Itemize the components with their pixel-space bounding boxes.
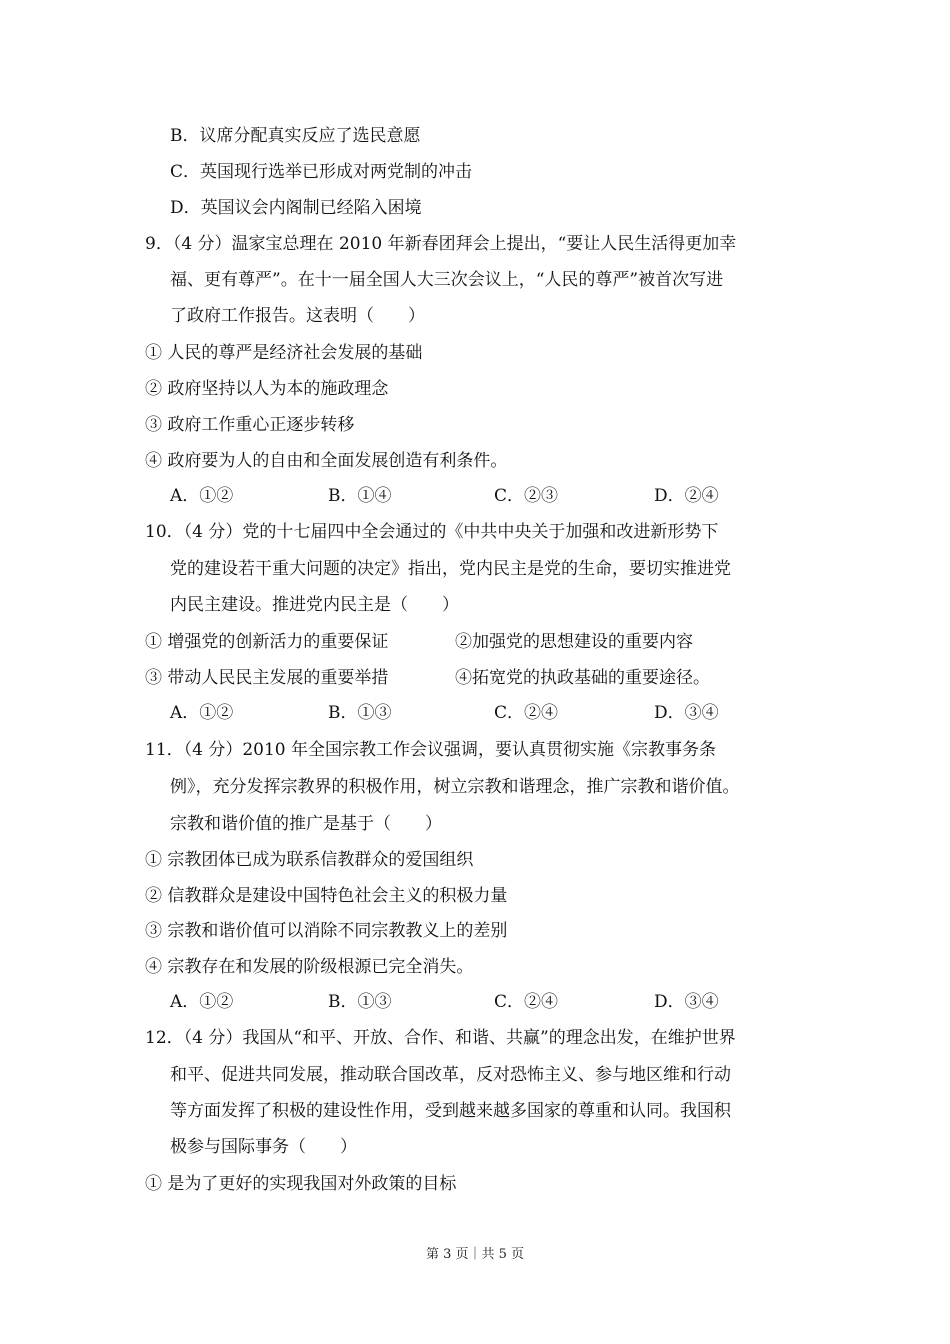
q8-option-c: C．英国现行选举已形成对两党制的冲击 [170,162,473,182]
q11-choice-c: C．②④ [494,992,559,1012]
q12-stem-line1: 12．（4 分）我国从“和平、开放、合作、和谐、共赢”的理念出发，在维护世界 [145,1028,736,1048]
page-footer: 第 3 页｜共 5 页 [425,1247,525,1262]
q8-option-d: D．英国议会内阁制已经陷入困境 [170,198,422,218]
q10-choice-c: C．②④ [494,703,559,723]
q11-item-4: ④ 宗教存在和发展的阶级根源已完全消失。 [145,957,474,977]
q10-item-2: ②加强党的思想建设的重要内容 [455,632,693,652]
q9-item-3: ③ 政府工作重心正逐步转移 [145,415,355,435]
q9-stem-line3: 了政府工作报告。这表明（ ） [170,306,425,326]
q11-choice-a: A．①② [170,992,234,1012]
q9-item-4: ④ 政府要为人的自由和全面发展创造有利条件。 [145,451,508,471]
q9-choice-c: C．②③ [494,486,559,506]
q8-option-b: B．议席分配真实反应了选民意愿 [170,126,421,146]
q9-choice-d: D．②④ [654,486,719,506]
q10-choice-d: D．③④ [654,703,719,723]
q12-item-1: ① 是为了更好的实现我国对外政策的目标 [145,1174,457,1194]
q11-item-2: ② 信教群众是建设中国特色社会主义的积极力量 [145,886,508,906]
q11-choice-d: D．③④ [654,992,719,1012]
q10-stem-line1: 10．（4 分）党的十七届四中全会通过的《中共中央关于加强和改进新形势下 [145,522,719,542]
q9-item-1: ① 人民的尊严是经济社会发展的基础 [145,343,423,363]
q12-stem-line2: 和平、促进共同发展，推动联合国改革，反对恐怖主义、参与地区维和行动 [170,1065,731,1085]
q10-item-1: ① 增强党的创新活力的重要保证 [145,632,389,652]
q9-choice-a: A．①② [170,486,234,506]
q11-stem-line2: 例》，充分发挥宗教界的积极作用，树立宗教和谐理念，推广宗教和谐价值。 [170,777,740,797]
q9-stem-line1: 9．（4 分）温家宝总理在 2010 年新春团拜会上提出，“要让人民生活得更加幸 [145,234,737,254]
q10-choice-b: B．①③ [328,703,392,723]
q10-item-4: ④拓宽党的执政基础的重要途径。 [455,668,710,688]
q11-stem-line3: 宗教和谐价值的推广是基于（ ） [170,814,442,834]
q10-choice-a: A．①② [170,703,234,723]
q9-choice-b: B．①④ [328,486,392,506]
q11-item-3: ③ 宗教和谐价值可以消除不同宗教教义上的差别 [145,921,508,941]
q10-stem-line3: 内民主建设。推进党内民主是（ ） [170,595,459,615]
q9-stem-line2: 福、更有尊严”。在十一届全国人大三次会议上，“人民的尊严”被首次写进 [170,270,724,290]
q9-item-2: ② 政府坚持以人为本的施政理念 [145,379,389,399]
q12-stem-line4: 极参与国际事务（ ） [170,1137,357,1157]
q10-stem-line2: 党的建设若干重大问题的决定》指出，党内民主是党的生命，要切实推进党 [170,559,731,579]
q10-item-3: ③ 带动人民民主发展的重要举措 [145,668,389,688]
q11-stem-line1: 11．（4 分）2010 年全国宗教工作会议强调，要认真贯彻实施《宗教事务条 [145,740,717,760]
q11-item-1: ① 宗教团体已成为联系信教群众的爱国组织 [145,850,474,870]
q12-stem-line3: 等方面发挥了积极的建设性作用，受到越来越多国家的尊重和认同。我国积 [170,1101,731,1121]
q11-choice-b: B．①③ [328,992,392,1012]
